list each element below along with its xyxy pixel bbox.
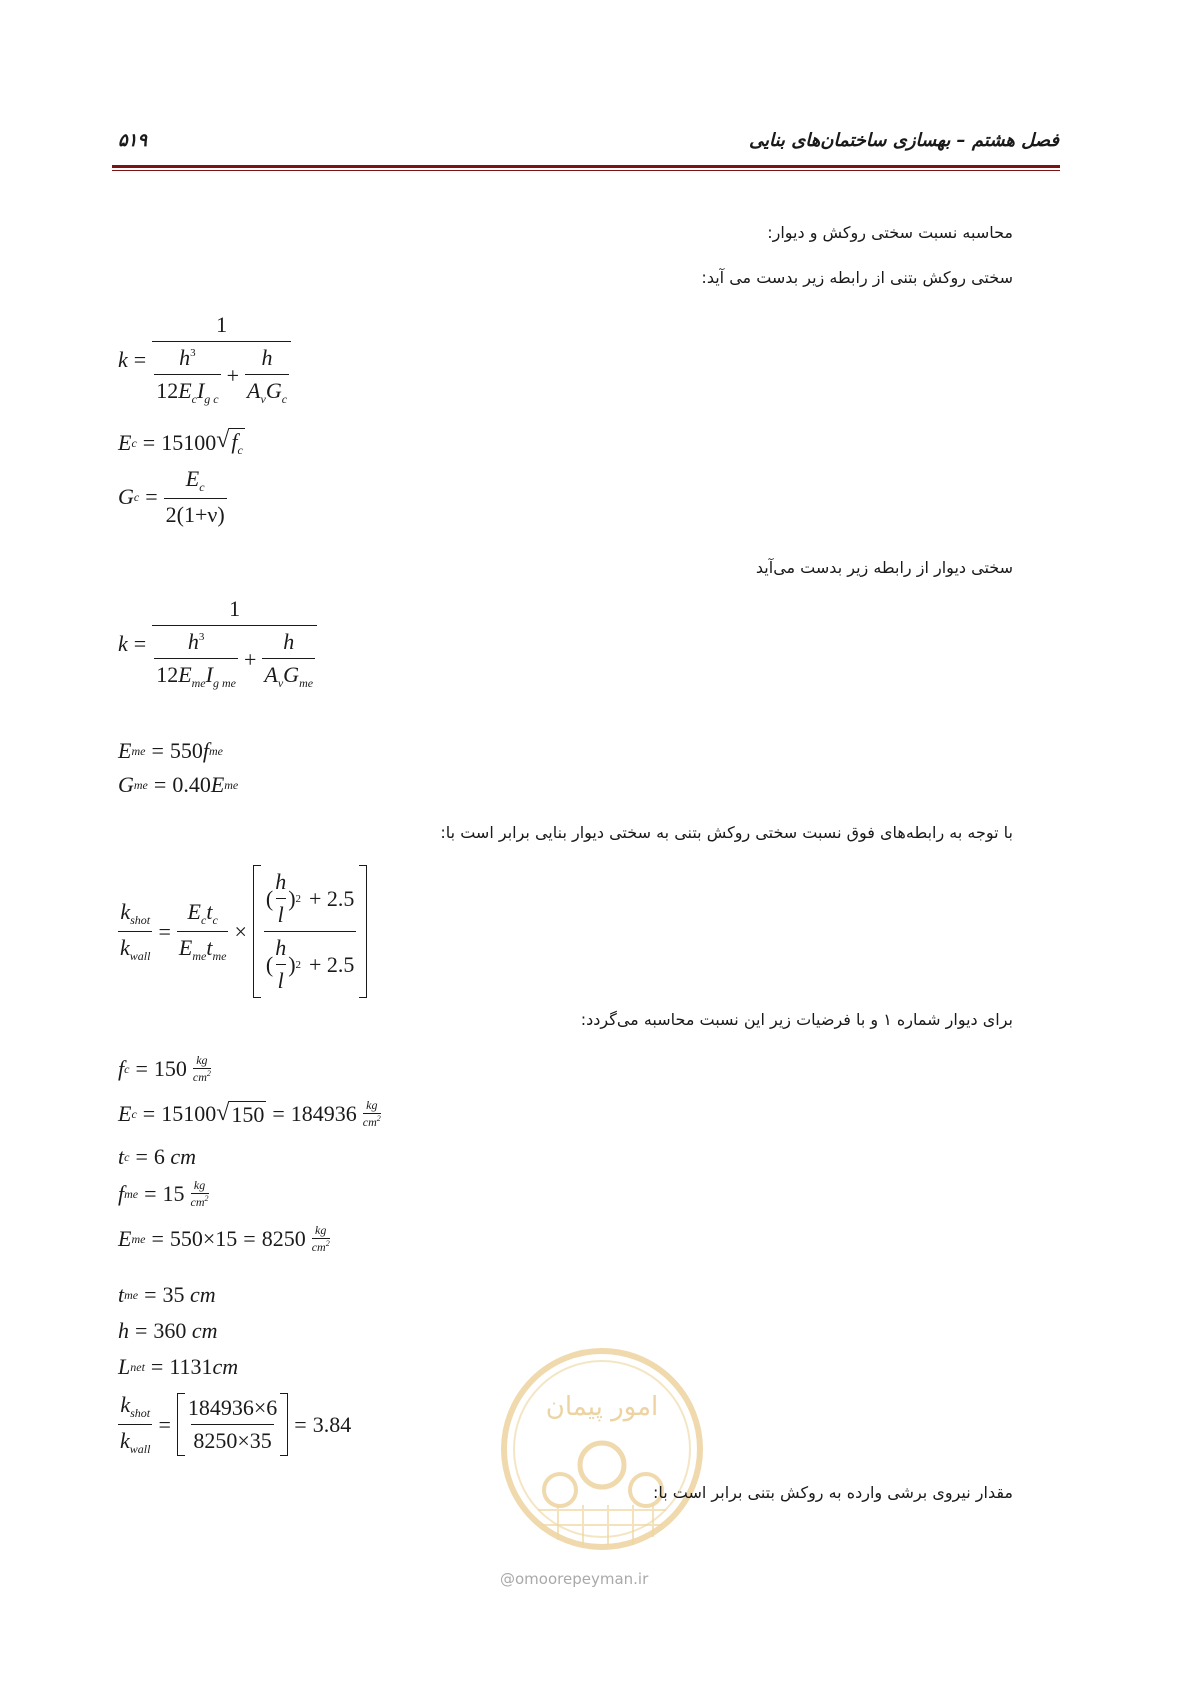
paragraph-wall-stiffness: سختی دیوار از رابطه زیر بدست می‌آید <box>755 558 1013 577</box>
equation-Gc: G c = $\frac{E_c}{2(1+\nu)}$ <box>118 466 225 527</box>
page-number: ۵۱۹ <box>118 130 148 151</box>
equation-fme-value: f me = 15 kg $cm^2$ <box>118 1178 209 1209</box>
paragraph-wall1-assumptions: برای دیوار شماره ۱ و با فرضیات زیر این نسبت محاسبه می‌گردد: <box>580 1010 1013 1029</box>
paragraph-shear-force: مقدار نیروی برشی وارده به روکش بتنی برابر است با: <box>652 1483 1013 1502</box>
svg-text:امور پیمان: امور پیمان <box>545 1392 659 1422</box>
equation-tme-value: t me = 35 cm <box>118 1282 216 1307</box>
equation-k-wall: k = 1 $\frac{h^3}{12E_{me}I_{g me}}$ + $\frac{h}{A_vG_{me}}$ <box>118 596 317 691</box>
watermark-emblem <box>498 1345 706 1553</box>
watermark-url: @omoorepeyman.ir <box>500 1570 649 1588</box>
equation-Gme: G me = 0.40 E me <box>118 772 239 797</box>
equation-fc-value: f c = 150 kg $cm^2$ <box>118 1053 211 1084</box>
equation-Ec: E c = 15100 √ $f_c$ <box>118 427 243 457</box>
equation-Lnet-value: L net = 1131 cm <box>118 1354 239 1379</box>
equation-tc-value: t c = 6 cm <box>118 1144 197 1169</box>
paragraph-shotcrete-stiffness: سختی روکش بتنی از رابطه زیر بدست می آید: <box>701 268 1013 287</box>
equation-stiffness-ratio: $\frac{k_{shot}}{k_{wall}}$ = $\frac{E_ct_c}{E_{me}t_{me}}$ × ( $\frac{h}{l}$ ) 2 + 2.5 ( $\frac{h}{l}$ ) 2 + 2.5 <box>118 865 367 998</box>
equation-ratio-result: $\frac{k_{shot}}{k_{wall}}$ = $\frac{184936\times 6}{8250\times 35}$ = 3.84 <box>120 1392 352 1456</box>
equation-Eme-value: E me = 550×15 = 8250 kg $cm^2$ <box>118 1223 330 1254</box>
header-rule <box>112 165 1060 168</box>
chapter-title: فصل هشتم – بهسازی ساختمان‌های بنایی <box>748 130 1059 151</box>
equation-h-value: h = 360 cm <box>118 1318 218 1343</box>
equation-Ec-value: E c = 15100 √ 150 = 184936 kg $cm^2$ <box>118 1098 381 1129</box>
paragraph-ratio-intro: با توجه به رابطه‌های فوق نسبت سختی روکش بتنی به سختی دیوار بنایی برابر است با: <box>440 823 1013 842</box>
paragraph-stiffness-ratio: محاسبه نسبت سختی روکش و دیوار: <box>767 223 1013 242</box>
equation-k-concrete: k = 1 $\frac{h^3}{12E_cI_{g c}}$ + $\frac{h}{A_vG_c}$ <box>118 312 291 407</box>
equation-Eme: E me = 550 f me <box>118 738 223 763</box>
header-rule-thin <box>112 170 1060 171</box>
